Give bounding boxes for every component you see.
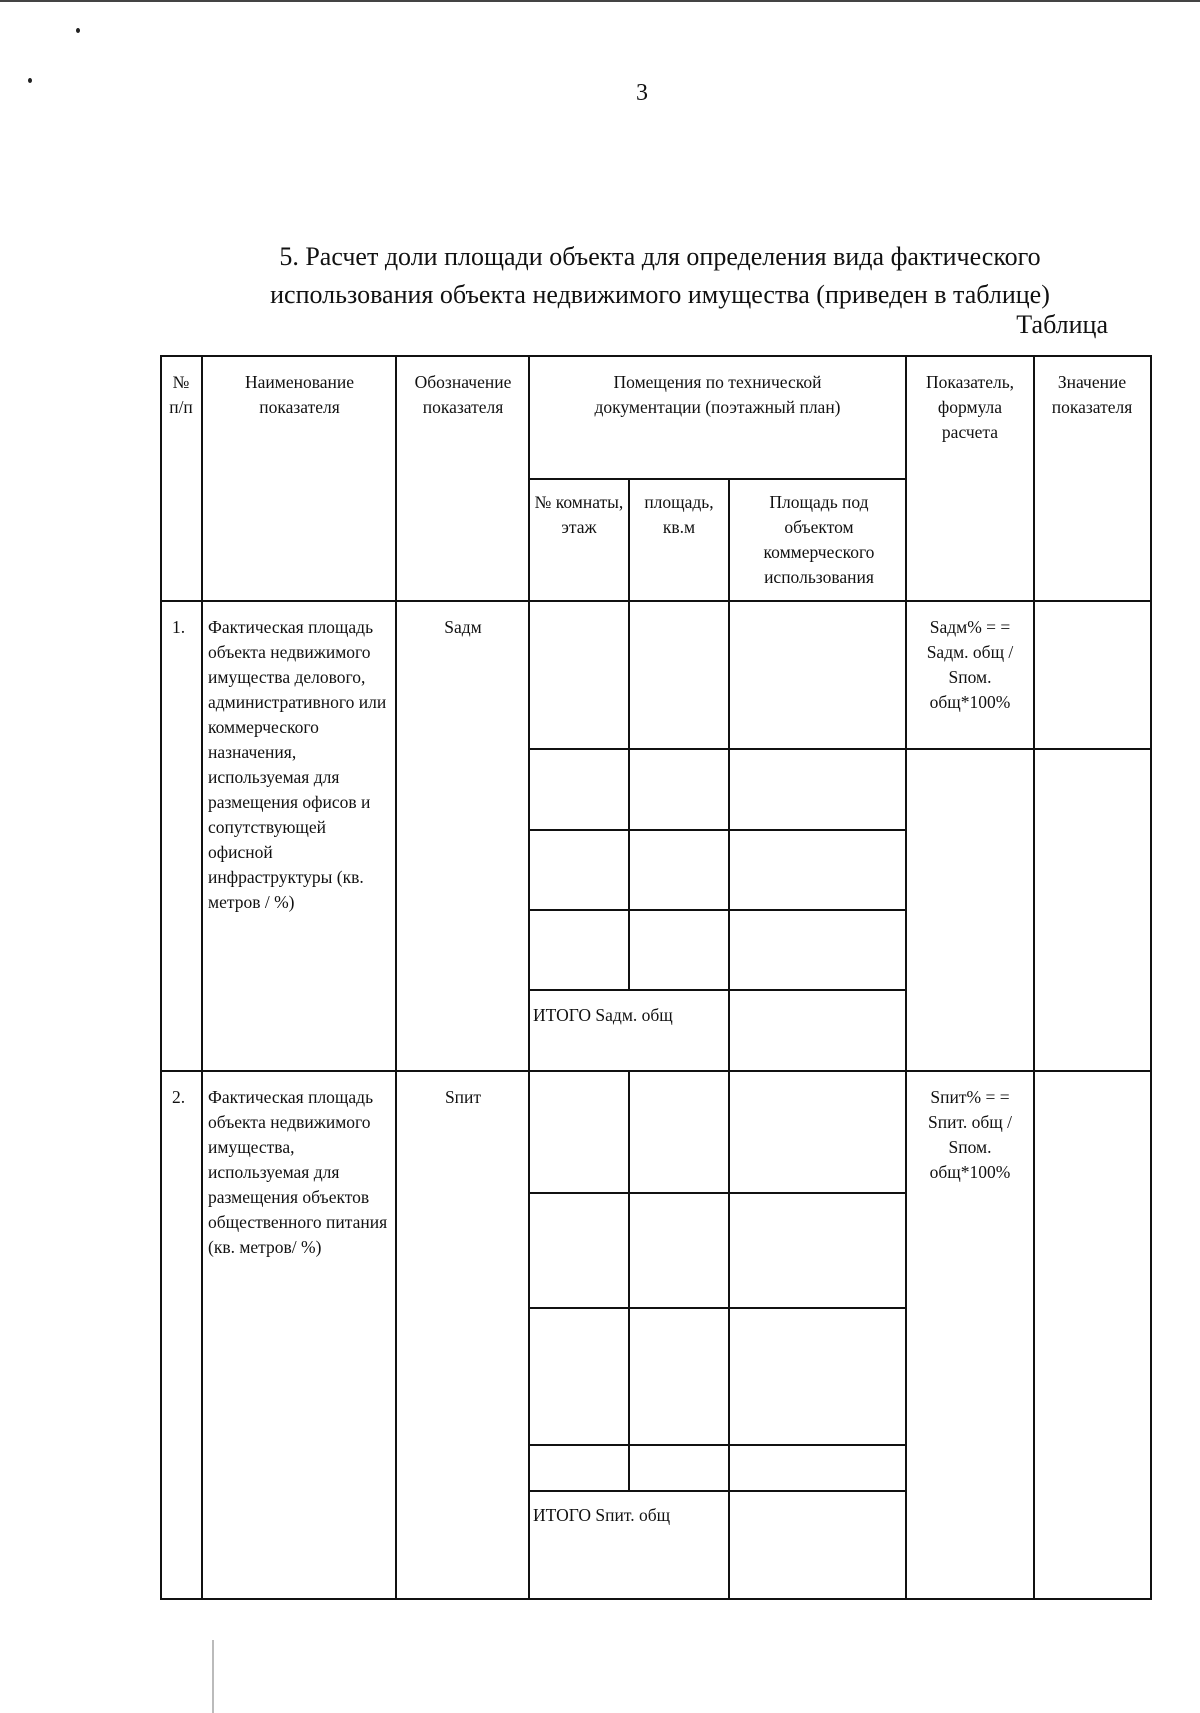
header-area: площадь, кв.м — [644, 492, 714, 537]
page-number: 3 — [636, 80, 648, 106]
row-1-formula: Sадм% = = Sадм. общ / Sпом. общ*100% — [926, 617, 1014, 712]
table-label: Таблица — [1016, 310, 1108, 339]
row-1-name: Фактическая площадь объекта недвижимого имущества делового, административного или коммерческого назначения, используемая для размещения офисов и сопутствующей офисной инфраструктуры (кв. метров / %) — [208, 617, 387, 912]
row-2-designation: Sпит — [444, 1087, 482, 1107]
header-room: № комнаты, этаж — [534, 492, 624, 537]
row-1-designation: Sадм — [444, 617, 482, 637]
row-1-number: 1. — [172, 617, 186, 637]
title-line-1: 5. Расчет доли площади объекта для определения вида фактического — [279, 242, 1041, 271]
row-2-formula: Sпит% = = Sпит. общ / Sпом. общ*100% — [928, 1087, 1012, 1182]
header-number: № п/п — [169, 372, 193, 417]
title-line-2: использования объекта недвижимого имущества (приведен в таблице) — [270, 280, 1050, 309]
header-value: Значение показателя — [1051, 372, 1133, 417]
header-formula: Показатель, формула расчета — [925, 372, 1015, 442]
row-2-name: Фактическая площадь объекта недвижимого имущества, используемая для размещения объектов общественного питания (кв. метров/ %) — [208, 1087, 388, 1257]
row-2-number: 2. — [172, 1087, 186, 1107]
header-commercial-area: Площадь под объектом коммерческого использования — [763, 492, 875, 587]
header-indicator-name: Наименование показателя — [244, 372, 355, 417]
header-premises: Помещения по технической документации (поэтажный план) — [594, 372, 841, 417]
row-2-total: ИТОГО Sпит. общ — [533, 1505, 671, 1525]
header-designation: Обозначение показателя — [414, 372, 512, 417]
row-1-total: ИТОГО Sадм. общ — [533, 1005, 673, 1025]
